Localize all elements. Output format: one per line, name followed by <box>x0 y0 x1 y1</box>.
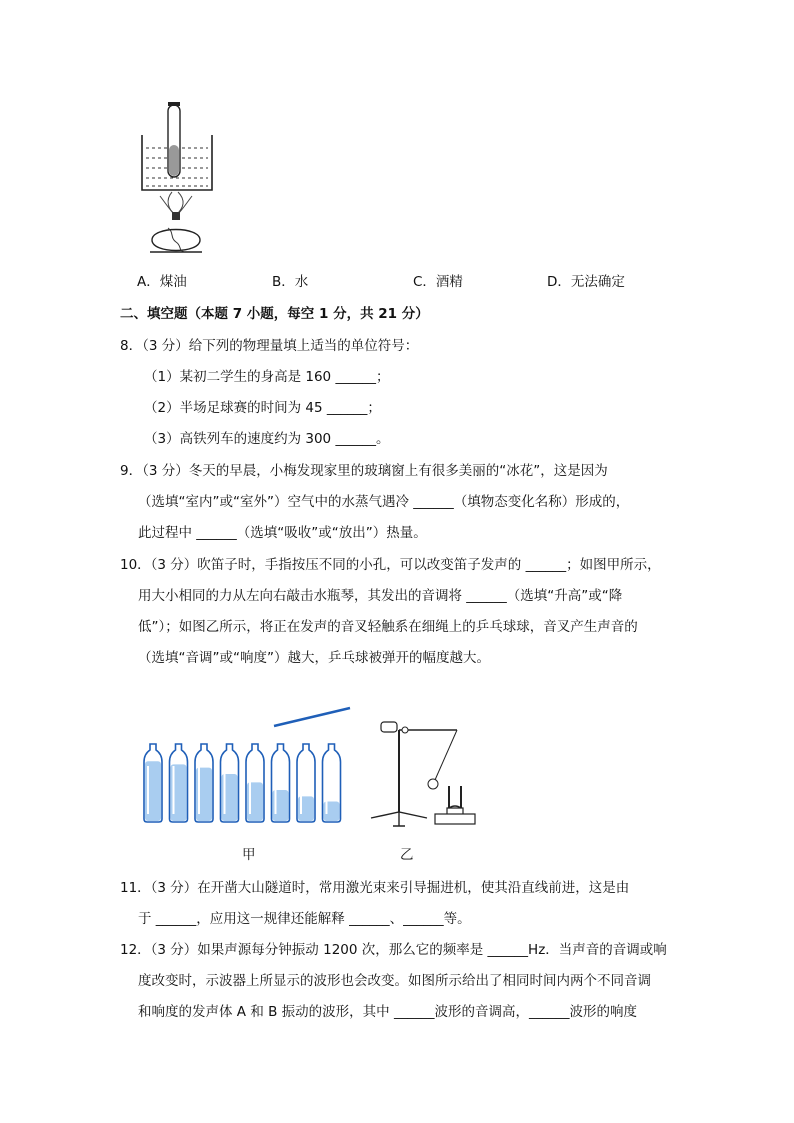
q8-item-2: （2）半场足球赛的时间为 45 ______； <box>144 400 381 416</box>
q12-line-1: 12．（3 分）如果声源每分钟振动 1200 次，那么它的频率是 ______Hz．当声音的音调或响 <box>120 942 667 958</box>
heating-apparatus-figure <box>140 100 220 260</box>
q12-line-3: 和响度的发声体 A 和 B 振动的波形，其中 ______波形的音调高，______波形的响度 <box>138 1004 637 1020</box>
q11-line-1: 11．（3 分）在开凿大山隧道时，常用激光束来引导掘进机，使其沿直线前进，这是由 <box>120 880 630 896</box>
option-a[interactable]: A．煤油 <box>137 274 187 290</box>
q8-item-1: （1）某初二学生的身高是 160 ______； <box>144 369 390 385</box>
q8-item-3: （3）高铁列车的速度约为 300 ______。 <box>144 431 390 447</box>
water-bottle <box>272 744 290 822</box>
option-c[interactable]: C．酒精 <box>413 274 463 290</box>
water-bottle <box>297 744 315 822</box>
q10-line-3: 低”）；如图乙所示，将正在发声的音叉轻触系在细绳上的乒乓球球，音叉产生声音的 <box>138 619 638 635</box>
q10-line-1: 10．（3 分）吹笛子时，手指按压不同的小孔，可以改变笛子发声的 ______；如图甲所示， <box>120 557 661 573</box>
water-bottle <box>221 744 239 822</box>
q9-line-3: 此过程中 ______（选填“吸收”或“放出”）热量。 <box>138 525 427 541</box>
water-bottle <box>144 744 162 822</box>
option-b[interactable]: B．水 <box>272 274 309 290</box>
water-bottle <box>323 744 341 822</box>
striker-stick <box>274 708 350 726</box>
water-bottle <box>195 744 213 822</box>
option-d[interactable]: D．无法确定 <box>547 274 625 290</box>
figure-label-jia: 甲 <box>242 847 256 863</box>
q9-line-1: 9．（3 分）冬天的早晨，小梅发现家里的玻璃窗上有很多美丽的“冰花”，这是因为 <box>120 463 608 479</box>
tuning-fork-figure <box>365 718 485 838</box>
q10-line-4: （选填“音调”或“响度”）越大，乒乓球被弹开的幅度越大。 <box>138 650 490 666</box>
figure-label-yi: 乙 <box>400 847 414 863</box>
q8-stem: 8．（3 分）给下列的物理量填上适当的单位符号： <box>120 338 419 354</box>
section-title: 二、填空题（本题 7 小题，每空 1 分，共 21 分） <box>120 306 429 322</box>
q10-line-2: 用大小相同的力从左向右敲击水瓶琴，其发出的音调将 ______（选填“升高”或“降 <box>138 588 623 604</box>
water-bottle <box>170 744 188 822</box>
water-bottle <box>246 744 264 822</box>
q11-line-2: 于 ______，应用这一规律还能解释 ______、______等。 <box>138 911 471 927</box>
water-bottles-figure <box>140 700 370 830</box>
q9-line-2: （选填“室内”或“室外”）空气中的水蒸气遇冷 ______（填物态变化名称）形成的， <box>138 494 630 510</box>
q12-line-2: 度改变时，示波器上所显示的波形也会改变。如图所示给出了相同时间内两个不同音调 <box>138 973 651 989</box>
